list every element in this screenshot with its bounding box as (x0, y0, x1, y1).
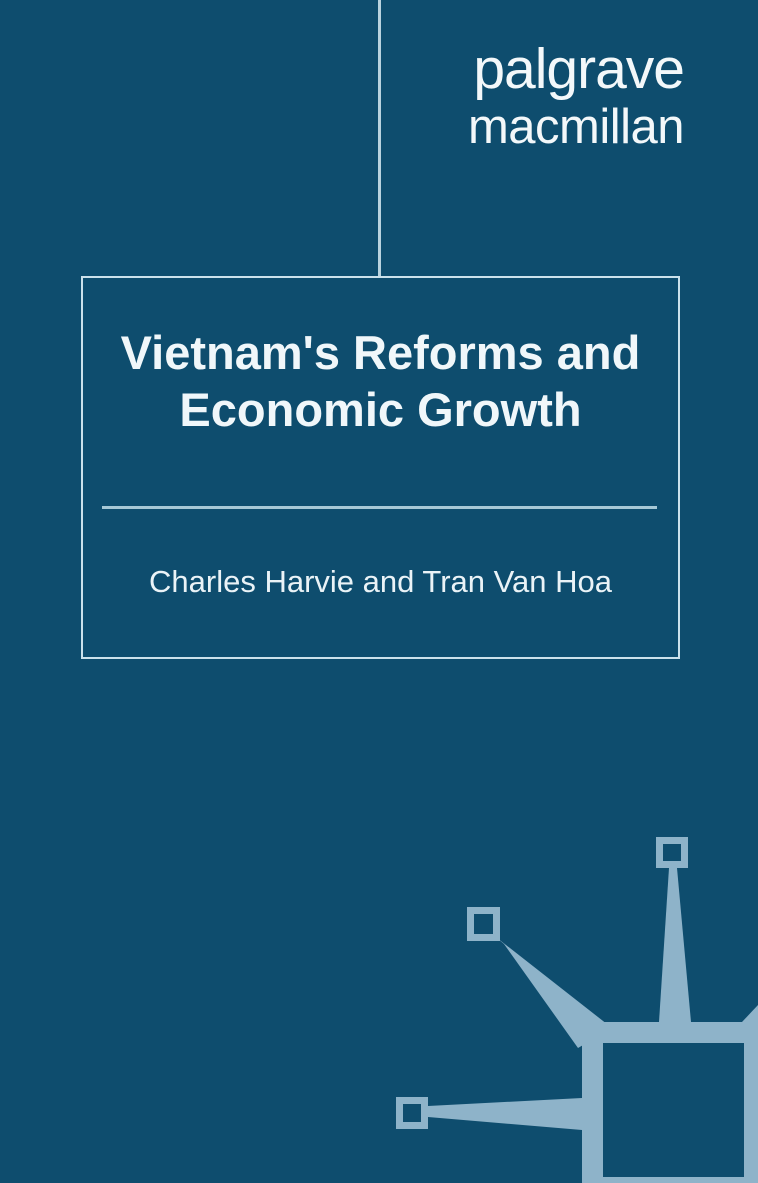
chip-spoke-diagonal (492, 934, 612, 1048)
chip-spoke-top (659, 868, 691, 1022)
title-panel (81, 276, 680, 659)
book-title-line-1: Vietnam's Reforms and (120, 326, 641, 379)
divider-line (102, 506, 657, 509)
author-line: Charles Harvie and Tran Van Hoa (149, 564, 612, 599)
publisher-logo-palgrave: palgrave (473, 37, 684, 101)
publisher-logo (468, 36, 684, 152)
chip-node-middle-square (471, 911, 497, 938)
chip-node-top-square (660, 841, 685, 865)
chip-square-outline (593, 1033, 755, 1183)
chip-right-spur (742, 1005, 758, 1022)
publisher-logo-macmillan: macmillan (467, 100, 684, 154)
book-title (83, 324, 678, 438)
book-title-line-2: Economic Growth (179, 383, 582, 436)
vertical-rule (378, 0, 381, 278)
chip-node-bottom-square (400, 1101, 425, 1126)
chip-spoke-left (428, 1098, 582, 1130)
